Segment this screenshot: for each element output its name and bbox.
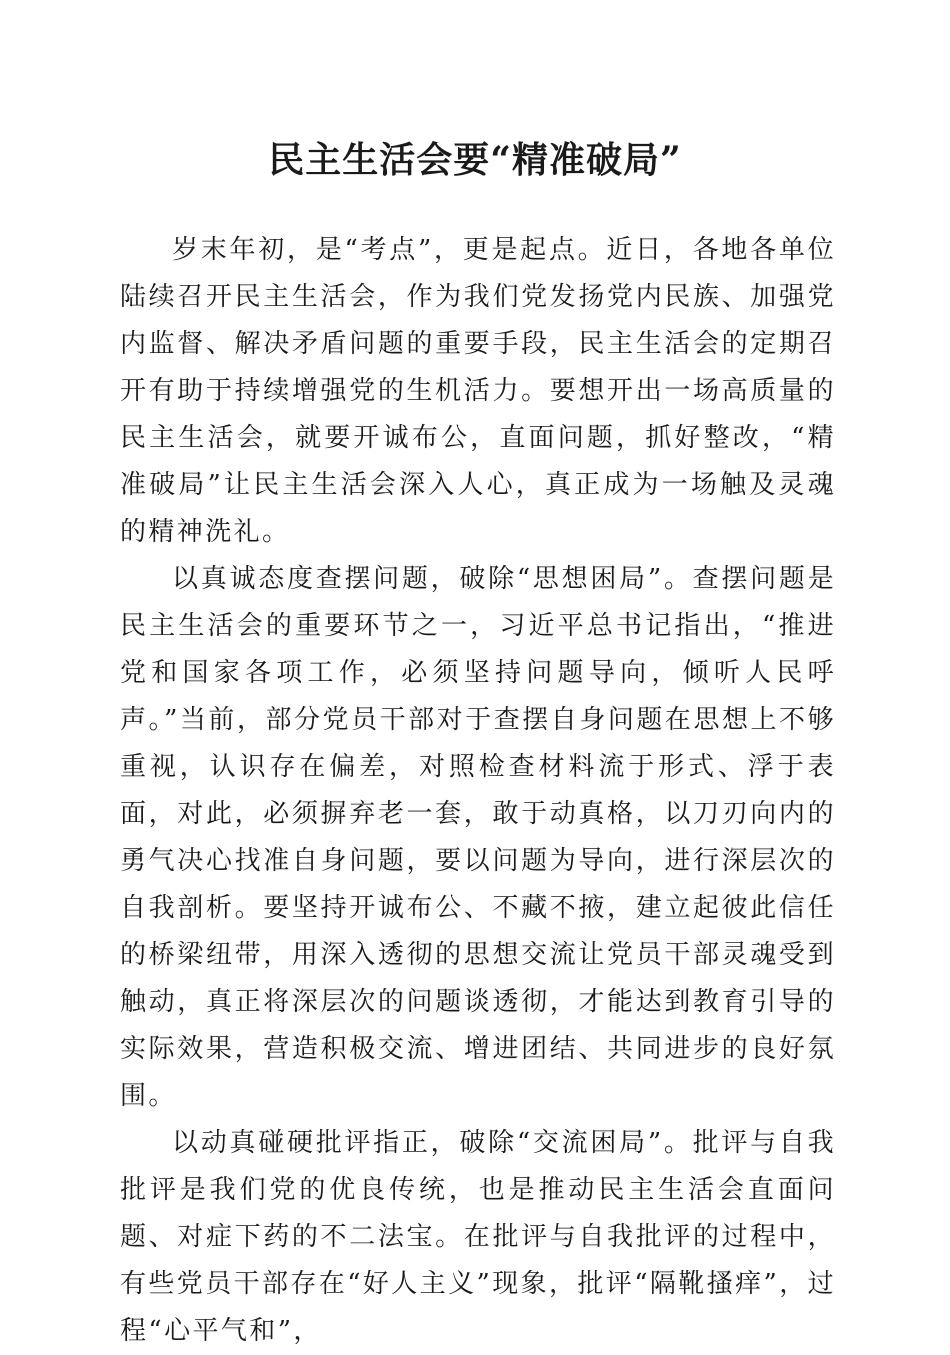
paragraph: 以动真碰硬批评指正，破除“交流困局”。批评与自我批评是我们党的优良传统，也是推动民主生活会直面问题、对症下药的不二法宝。在批评与自我批评的过程中，有些党员干部存在“好人主义”现象，批评“隔靴搔痒”，过程“心平气和”， xyxy=(120,1128,836,1346)
document-title: 民主生活会要“精准破局” xyxy=(268,139,682,181)
paragraph: 以真诚态度查摆问题，破除“思想困局”。查摆问题是民主生活会的重要环节之一，习近平总书记指出，“推进党和国家各项工作，必须坚持问题导向，倾听人民呼声。”当前，部分党员干部对于查摆自身问题在思想上不够重视，认识存在偏差，对照检查材料流于形式、浮于表面，对此，必须摒弃老一套，敢于动真格，以刀刃向内的勇气决心找准自身问题，要以问题为导向，进行深层次的自我剖析。要坚持开诚布公、不藏不掖，建立起彼此信任的桥梁纽带，用深入透彻的思想交流让党员干部灵魂受到触动，真正将深层次的问题谈透彻，才能达到教育引导的实际效果，营造积极交流、增进团结、共同进步的良好氛围。 xyxy=(120,564,836,1111)
document-body xyxy=(120,227,836,1355)
paragraph: 岁末年初，是“考点”，更是起点。近日，各地各单位陆续召开民主生活会，作为我们党发扬党内民族、加强党内监督、解决矛盾问题的重要手段，民主生活会的定期召开有助于持续增强党的生机活力。要想开出一场高质量的民主生活会，就要开诚布公，直面问题，抓好整改，“精准破局”让民主生活会深入人心，真正成为一场触及灵魂的精神洗礼。 xyxy=(120,235,836,547)
